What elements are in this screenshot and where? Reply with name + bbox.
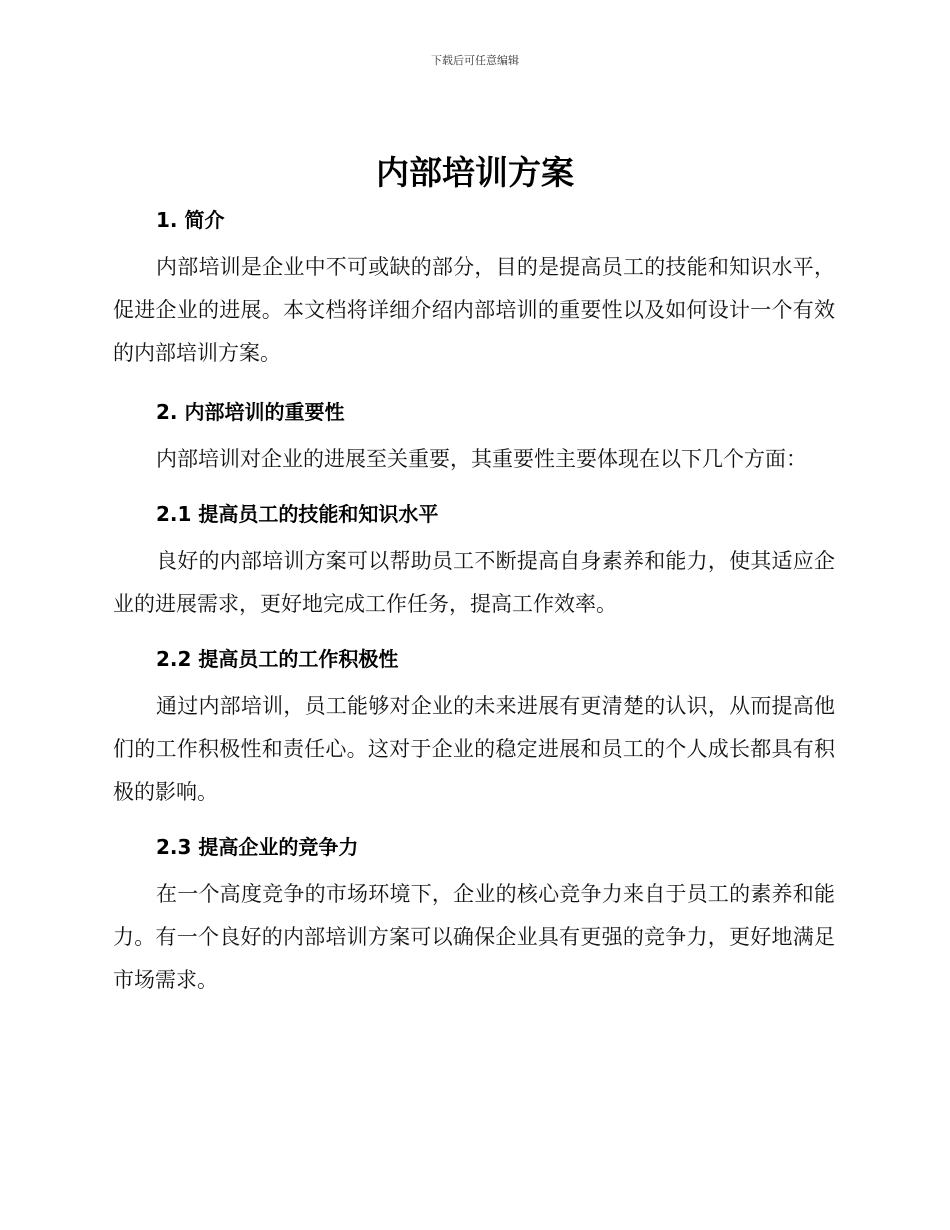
document-title: 内部培训方案: [376, 153, 574, 192]
section-body-competitiveness: 在一个高度竞争的市场环境下，企业的核心竞争力来自于员工的素养和能力。有一个良好的内部培训方案可以确保企业具有更强的竞争力，更好地满足市场需求。: [113, 882, 835, 992]
header-note: 下载后可任意编辑: [431, 54, 519, 67]
section-heading-introduction: 1. 简介: [156, 208, 225, 232]
section-heading-motivation: 2.2 提高员工的工作积极性: [156, 647, 399, 671]
section-heading-competitiveness: 2.3 提高企业的竞争力: [156, 835, 359, 859]
section-body-motivation: 通过内部培训，员工能够对企业的未来进展有更清楚的认识，从而提高他们的工作积极性和责任心。这对于企业的稳定进展和员工的个人成长都具有积极的影响。: [113, 694, 835, 804]
section-heading-skills: 2.1 提高员工的技能和知识水平: [156, 502, 439, 526]
section-body-skills: 良好的内部培训方案可以帮助员工不断提高自身素养和能力，使其适应企业的进展需求，更好地完成工作任务，提高工作效率。: [113, 549, 835, 616]
section-body-importance: 内部培训对企业的进展至关重要，其重要性主要体现在以下几个方面：: [156, 447, 807, 471]
section-heading-importance: 2. 内部培训的重要性: [156, 400, 345, 424]
section-body-introduction: 内部培训是企业中不可或缺的部分，目的是提高员工的技能和知识水平，促进企业的进展。本文档将详细介绍内部培训的重要性以及如何设计一个有效的内部培训方案。: [113, 255, 835, 365]
document-body: [113, 205, 835, 1002]
